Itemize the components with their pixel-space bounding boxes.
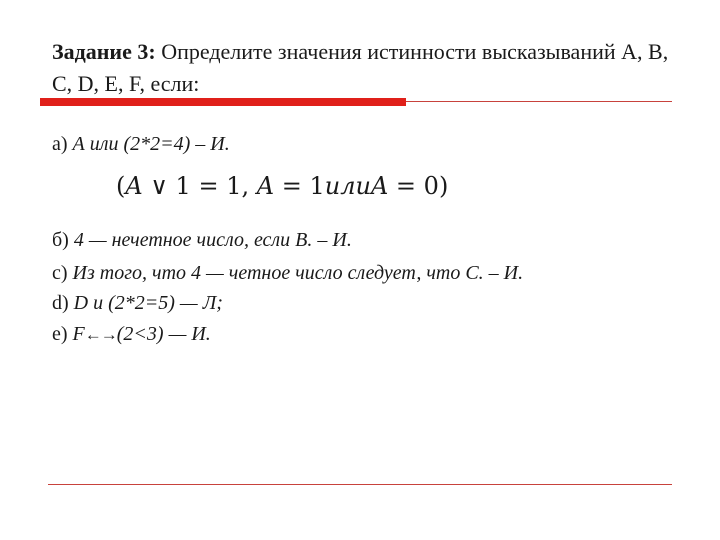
statement-e-text: (2<3) — И. [116, 323, 211, 345]
statement-a-label: а) [52, 133, 73, 155]
statement-e-label: е) [52, 323, 73, 345]
statement-d [52, 289, 223, 317]
eq-equals-1: = [190, 172, 227, 200]
statement-c [52, 259, 523, 287]
statement-b [52, 226, 352, 254]
task-title-lead: Задание 3 [52, 39, 149, 64]
eq-equals-3: = [388, 172, 424, 200]
statement-d-text: D и (2*2=5) — Л; [73, 292, 223, 314]
statement-e [52, 320, 211, 349]
statement-c-text: Из того, что 4 — четное число следует, что С. – И. [72, 262, 524, 284]
eq-var-a1: A [125, 172, 143, 200]
eq-word-or: или [324, 172, 371, 200]
eq-one-3: 1 [309, 172, 325, 200]
eq-one-1: 1 [175, 172, 191, 200]
eq-one-2: 1 [226, 172, 242, 200]
statement-b-text: 4 — нечетное число, если В. – И. [73, 229, 352, 251]
eq-zero: 0 [423, 172, 439, 200]
statement-c-label: с) [52, 262, 73, 284]
eq-or-operator: ∨ [142, 172, 176, 200]
statement-b-label: б) [52, 229, 74, 251]
equivalence-arrow-icon: ←→ [84, 325, 117, 344]
statement-a-text: А или (2*2=4) – И. [72, 133, 230, 155]
eq-open-paren: ( [116, 172, 126, 200]
footer-divider [48, 484, 672, 485]
eq-close-paren: ) [438, 172, 449, 200]
task-title [52, 36, 692, 100]
hint-equation [116, 168, 448, 204]
statement-d-label: d) [52, 292, 74, 314]
statement-a [52, 130, 230, 158]
eq-var-a3: A [370, 172, 389, 200]
eq-var-a2: A [256, 172, 275, 200]
statement-e-var: F [72, 323, 85, 345]
accent-bar [40, 98, 406, 106]
eq-comma: , [241, 172, 257, 200]
task-title-colon: : [148, 39, 156, 64]
task-title-text: Определите значения истинности высказываний А, В, С, D, E, F, если: [52, 39, 669, 96]
header-divider [406, 101, 672, 102]
eq-equals-2: = [274, 172, 310, 200]
